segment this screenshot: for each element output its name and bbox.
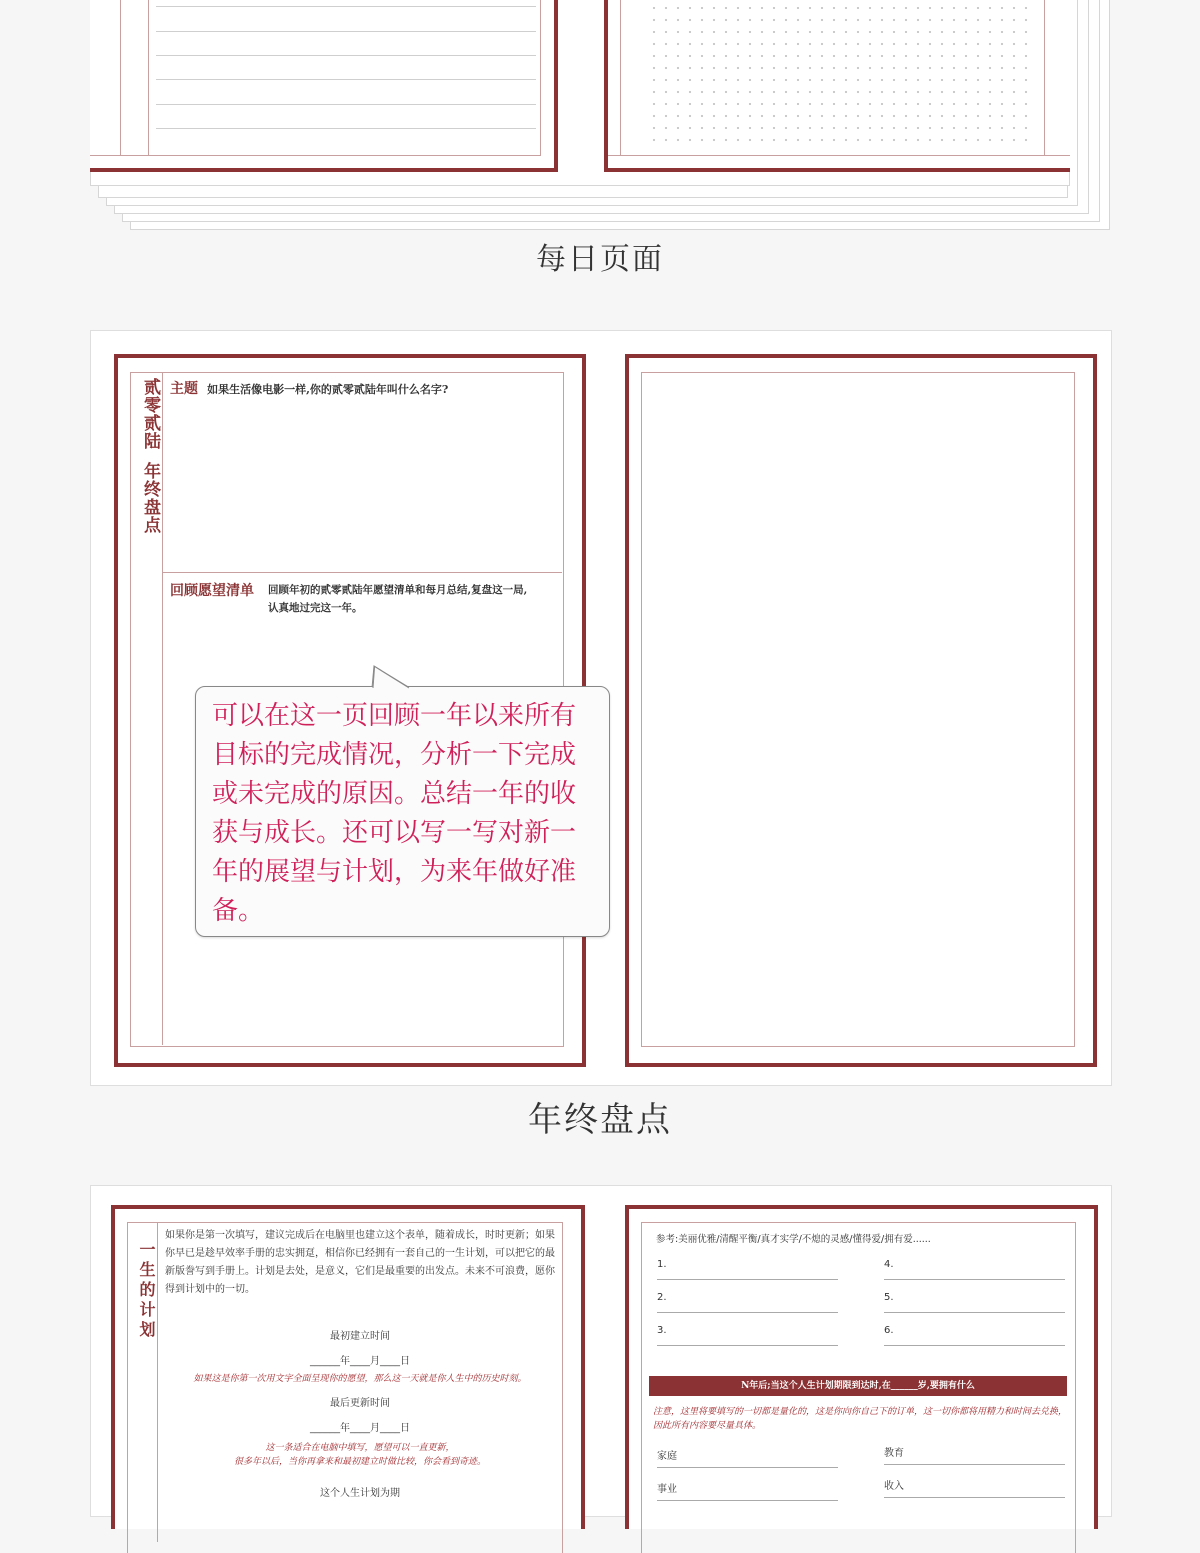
- dot-grid: [648, 2, 1034, 150]
- year-review-right-page: [625, 354, 1097, 1067]
- n-years-banner: N年后;当这个人生计划期限到达时,在______岁,要拥有什么: [649, 1376, 1067, 1396]
- vertical-title-life-plan: 一生的计划: [137, 1241, 156, 1341]
- wishlist-label: 回顾愿望清单: [170, 583, 254, 599]
- category-family: 家庭: [657, 1447, 838, 1468]
- goal-line-6: 6.: [884, 1325, 1065, 1346]
- category-career: 事业: [657, 1480, 838, 1501]
- theme-label: 主题: [170, 381, 198, 397]
- lined-page: [90, 0, 558, 172]
- last-updated-label: 最后更新时间: [330, 1398, 390, 1409]
- first-created-date: ______年____月____日: [310, 1356, 410, 1367]
- period-label: 这个人生计划为期: [320, 1488, 400, 1499]
- category-income: 收入: [884, 1477, 1065, 1498]
- annotation-callout: [195, 686, 610, 937]
- daily-pages-caption: 每日页面: [536, 242, 664, 277]
- first-created-label: 最初建立时间: [330, 1331, 390, 1342]
- goal-line-5: 5.: [884, 1292, 1065, 1313]
- goal-line-4: 4.: [884, 1259, 1065, 1280]
- goal-line-2: 2.: [657, 1292, 838, 1313]
- writing-lines: [156, 0, 536, 150]
- theme-prompt: 如果生活像电影一样,你的贰零贰陆年叫什么名字?: [207, 383, 449, 396]
- first-created-note: 如果这是你第一次用文字全面呈现你的愿望，那么这一天就是你人生中的历史时刻。: [193, 1374, 527, 1384]
- goal-line-1: 1.: [657, 1259, 838, 1280]
- update-note-line2: 很多年以后，当你再拿来和最初建立时做比较，你会看到奇迹。: [233, 1457, 486, 1467]
- life-plan-left-page: [111, 1205, 585, 1529]
- dotted-page: [604, 0, 1070, 172]
- wishlist-section: [170, 580, 560, 620]
- life-plan-intro: 如果你是第一次填写，建议完成后在电脑里也建立这个表单，随着成长，时时更新；如果你早已是趁早效率手册的忠实拥趸，相信你已经拥有一套自己的一生计划，可以把它的最新版誊写到手册上。计划是去处，是意义，它们是最重要的出发点。未来不可浪费，愿你得到计划中的一切。: [165, 1230, 555, 1295]
- last-updated-date: ______年____月____日: [310, 1423, 410, 1434]
- category-education: 教育: [884, 1444, 1065, 1465]
- notice-text: 注意，这里将要填写的一切都是量化的，这是你向你自己下的订单，这一切你都将用精力和时间去兑换，因此所有内容要尽量具体。: [653, 1407, 1068, 1431]
- year-review-caption: 年终盘点: [528, 1100, 672, 1140]
- callout-pointer-cover: [371, 664, 415, 689]
- life-plan-right-page: [625, 1205, 1098, 1529]
- daily-pages-illustration: [90, 0, 1110, 232]
- wishlist-prompt-line1: 回顾年初的贰零贰陆年愿望清单和每月总结,复盘这一局,: [268, 584, 528, 596]
- vertical-title-review: 年终盘点: [140, 462, 160, 534]
- goal-line-3: 3.: [657, 1325, 838, 1346]
- reference-text: 参考:美丽优雅/清醒平衡/真才实学/不熄的灵感/懂得爱/拥有爱......: [656, 1234, 931, 1245]
- vertical-title-year: 贰零贰陆: [140, 378, 160, 450]
- wishlist-prompt-line2: 认真地过完这一年。: [268, 602, 363, 614]
- update-note-line1: 这一条适合在电脑中填写，愿望可以一直更新，: [265, 1443, 455, 1453]
- theme-section: [170, 378, 560, 398]
- callout-text: 可以在这一页回顾一年以来所有目标的完成情况，分析一下完成或未完成的原因。总结一年的收获与成长。还可以写一写对新一年的展望与计划，为来年做好准备。: [212, 701, 577, 926]
